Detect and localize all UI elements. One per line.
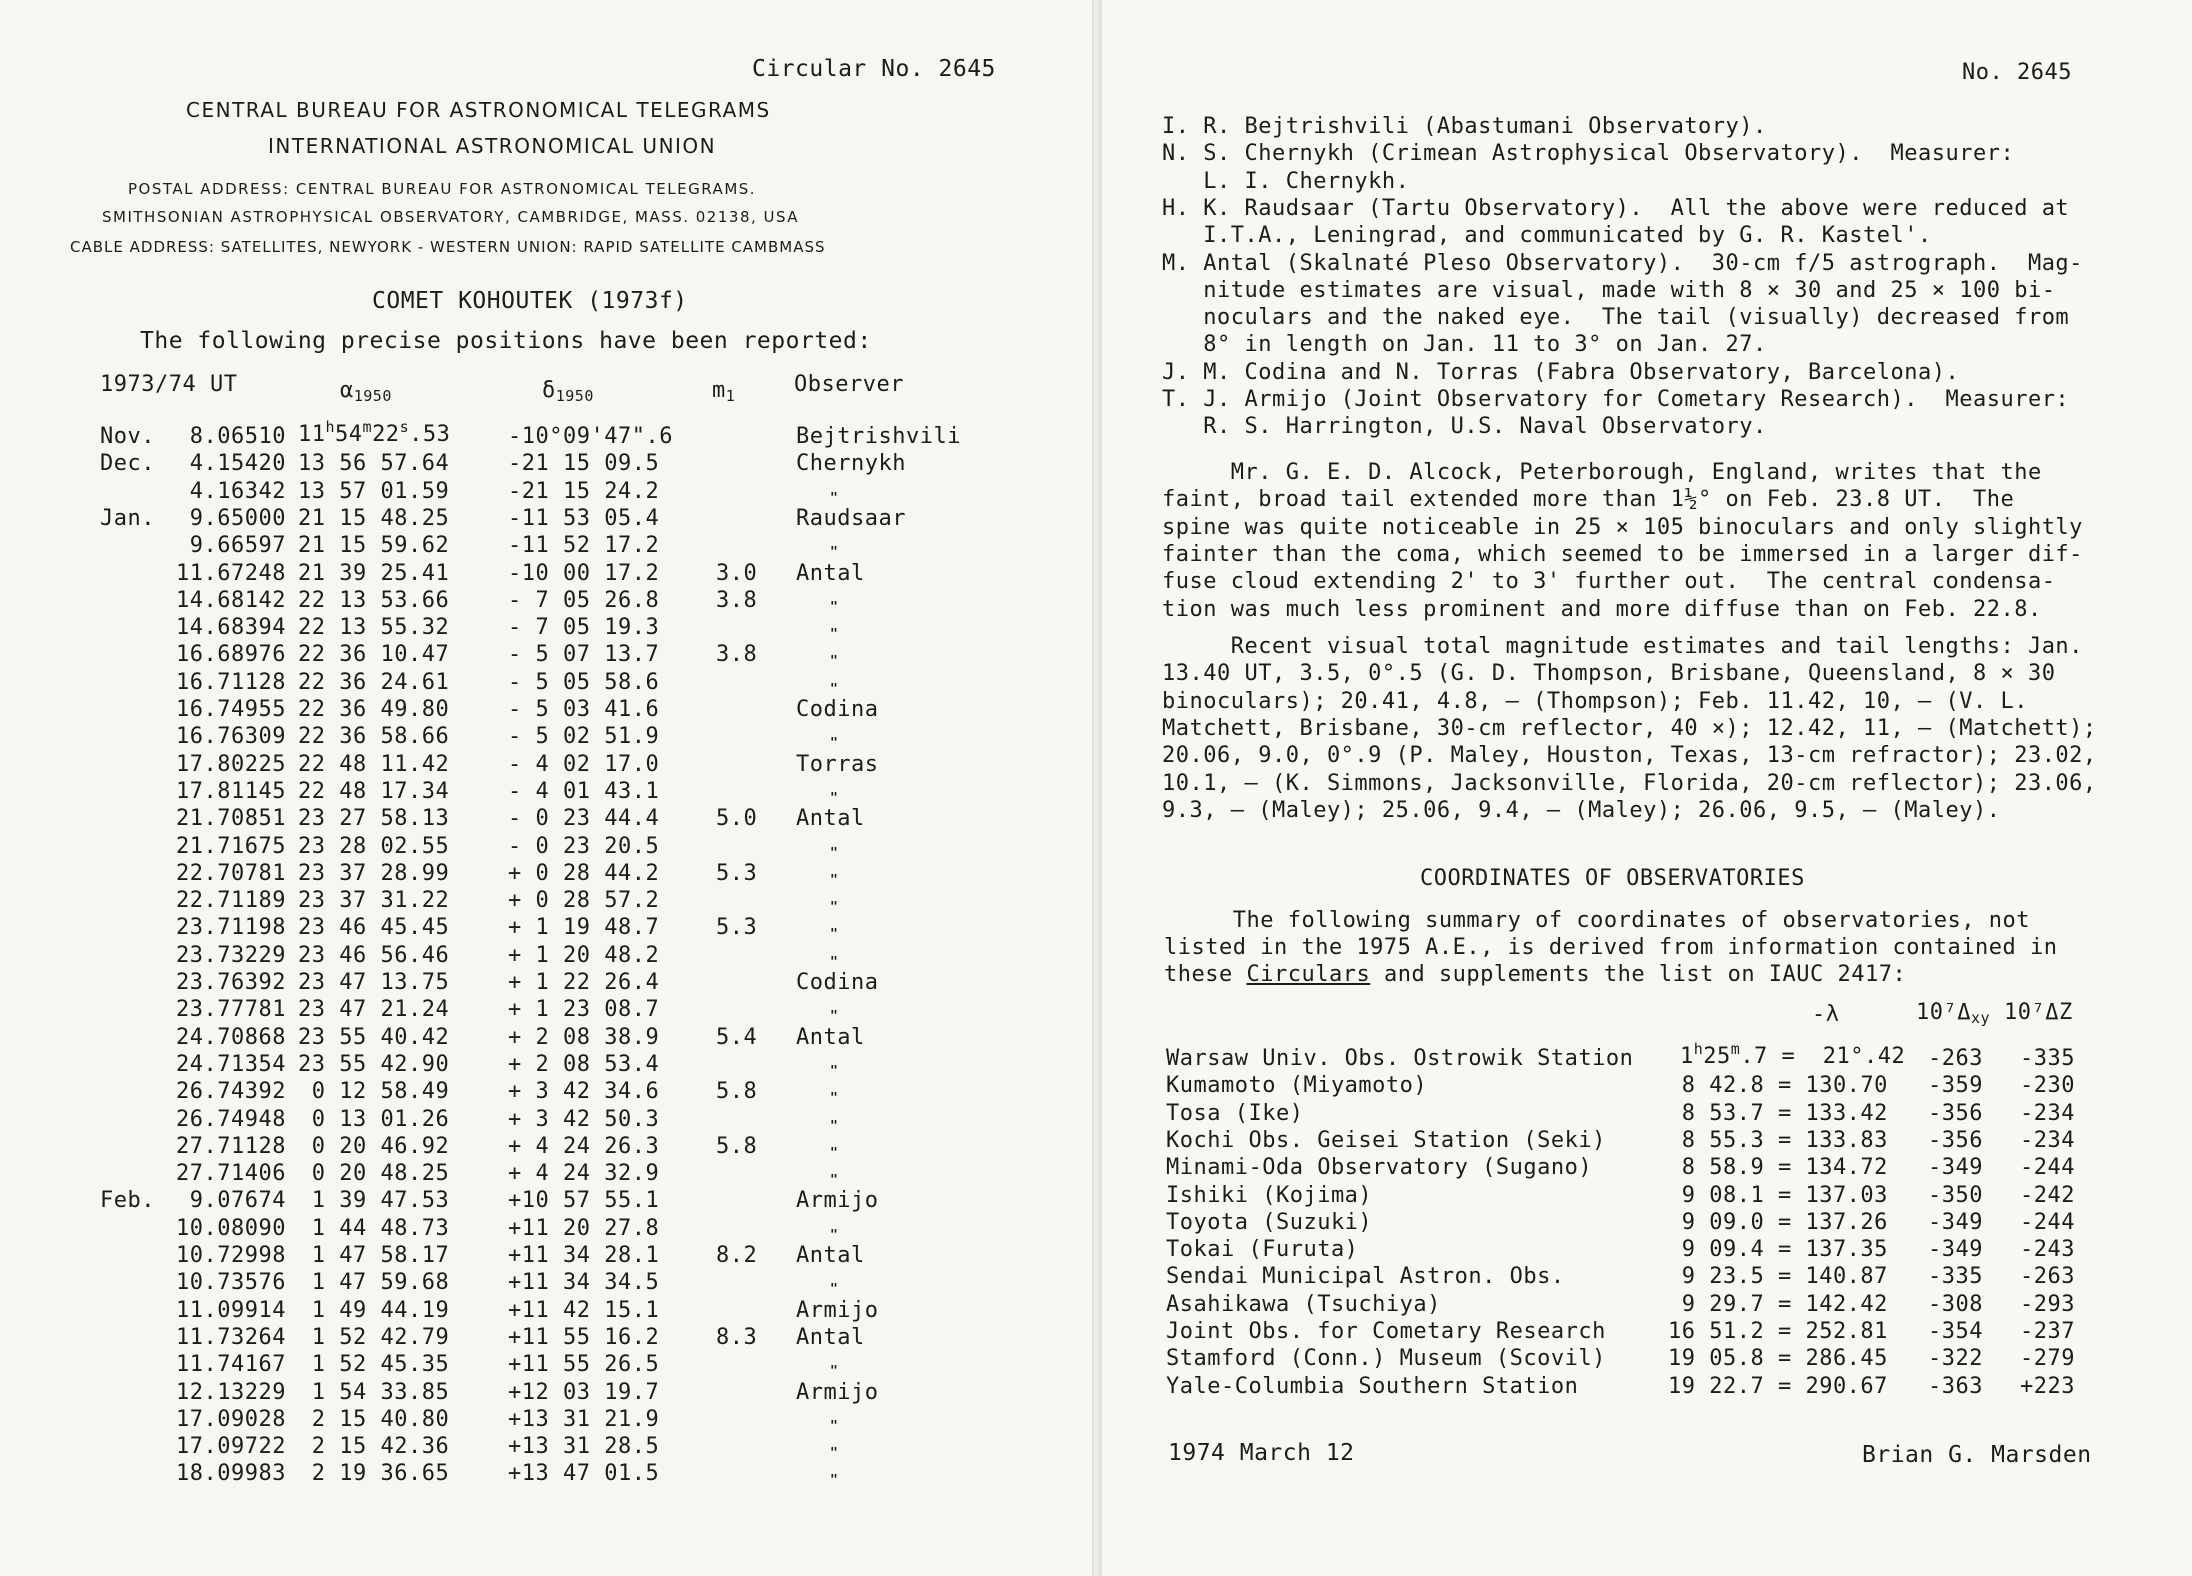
header-alpha: $\alpha_{1950}$ [340,378,392,405]
observatory-dxy: -363 [1928,1374,1983,1399]
row-dec: +11 42 15.1 [508,1298,660,1323]
first-dec: -10°09'47".6 [508,424,673,449]
observatory-dz: -234 [2020,1101,2075,1126]
row-observer-ditto: " [830,600,838,615]
observatory-name: Tokai (Furuta) [1166,1237,1359,1262]
bureau-name: CENTRAL BUREAU FOR ASTRONOMICAL TELEGRAMS [186,98,771,122]
observer-note-line: M. Antal (Skalnaté Pleso Observatory). 30-cm f/5 astrograph. Mag- [1162,251,2083,276]
row-dec: + 1 23 08.7 [508,997,660,1022]
row-observer-ditto: " [830,900,838,915]
row-date: 16.71128 [176,670,286,695]
row-date: 11.67248 [176,561,286,586]
row-mag: 5.3 [716,861,758,886]
row-dec: + 0 28 57.2 [508,888,660,913]
row-ra: 23 37 31.22 [298,888,450,913]
page-number: No. 2645 [1962,60,2072,85]
alcock-line: fainter than the coma, which seemed to be immersed in a larger dif- [1162,542,2083,567]
comet-title: COMET KOHOUTEK (1973f) [372,288,688,314]
row-date: 21.70851 [176,806,286,831]
row-observer: Armijo [796,1298,879,1323]
observatory-longitude: 8 58.9 = 134.72 [1668,1155,1888,1180]
row-dec: +13 31 21.9 [508,1407,660,1432]
row-observer-ditto: " [830,491,838,506]
observatory-dz: -263 [2020,1264,2075,1289]
row-mag: 3.8 [716,642,758,667]
observatory-name: Stamford (Conn.) Museum (Scovil) [1166,1346,1606,1371]
row-ra: 22 13 55.32 [298,615,450,640]
observatory-dxy: -356 [1928,1101,1983,1126]
row-date: 17.81145 [176,779,286,804]
row-date: 17.80225 [176,752,286,777]
observatory-name: Yale-Columbia Southern Station [1166,1374,1579,1399]
row-date: 23.76392 [176,970,286,995]
row-date: 27.71128 [176,1134,286,1159]
observatory-longitude: 8 53.7 = 133.42 [1668,1101,1888,1126]
row-observer: Antal [796,1243,865,1268]
observatory-dz: -244 [2020,1155,2075,1180]
row-date: 10.08090 [176,1216,286,1241]
row-dec: + 1 19 48.7 [508,915,660,940]
recent-line: Recent visual total magnitude estimates and tail lengths: Jan. [1162,634,2083,659]
row-date: 16.76309 [176,724,286,749]
observer-note-line: R. S. Harrington, U.S. Naval Observatory. [1162,414,1767,439]
row-ra: 1 47 59.68 [298,1270,450,1295]
row-date: 17.09722 [176,1434,286,1459]
row-month: Nov. [100,424,155,449]
row-ra: 1 54 33.85 [298,1380,450,1405]
row-date: 9.66597 [189,533,286,558]
summary-line-3: these Circulars and supplements the list on IAUC 2417: [1164,962,1907,987]
observer-note-line: 8° in length on Jan. 11 to 3° on Jan. 27. [1162,332,1767,357]
observatory-dxy: -349 [1928,1237,1983,1262]
row-ra: 23 55 42.90 [298,1052,450,1077]
observatory-dz: -279 [2020,1346,2075,1371]
row-ra: 0 20 48.25 [298,1161,450,1186]
row-observer-ditto: " [830,955,838,970]
row-observer: Armijo [796,1188,879,1213]
observatory-name: Ishiki (Kojima) [1166,1183,1373,1208]
row-dec: +12 03 19.7 [508,1380,660,1405]
row-observer-ditto: " [830,1446,838,1461]
row-observer: Codina [796,697,879,722]
header-delta: $\delta_{1950}$ [542,378,594,405]
row-ra: 23 28 02.55 [298,834,450,859]
row-date: 24.70868 [176,1025,286,1050]
summary-line-2: listed in the 1975 A.E., is derived from information contained in [1164,935,2058,960]
cable-address: CABLE ADDRESS: SATELLITES, NEWYORK - WESTERN UNION: RAPID SATELLITE CAMBMASS [70,238,826,256]
row-dec: - 5 07 13.7 [508,642,660,667]
row-ra: 1 39 47.53 [298,1188,450,1213]
row-ra: 2 19 36.65 [298,1461,450,1486]
recent-line: 13.40 UT, 3.5, 0°.5 (G. D. Thompson, Brisbane, Queensland, 8 × 30 [1162,661,2056,686]
observer-note-line: J. M. Codina and N. Torras (Fabra Observatory, Barcelona). [1162,360,1960,385]
row-date: 23.77781 [176,997,286,1022]
signature: Brian G. Marsden [1862,1442,2092,1468]
row-date: 18.09983 [176,1461,286,1486]
row-mag: 8.3 [716,1325,758,1350]
row-ra: 21 39 25.41 [298,561,450,586]
observer-note-line: noculars and the naked eye. The tail (visually) decreased from [1162,305,2070,330]
observatory-dz: -242 [2020,1183,2075,1208]
row-ra: 1 52 42.79 [298,1325,450,1350]
row-dec: - 0 23 44.4 [508,806,660,831]
row-dec: - 5 03 41.6 [508,697,660,722]
row-observer-ditto: " [830,1473,838,1488]
observatory-longitude: 16 51.2 = 252.81 [1668,1319,1888,1344]
row-date: 11.73264 [176,1325,286,1350]
observatory-longitude: 9 09.0 = 137.26 [1668,1210,1888,1235]
header-lambda: -λ [1812,1002,1840,1027]
row-dec: - 7 05 19.3 [508,615,660,640]
observatory-name: Sendai Municipal Astron. Obs. [1166,1264,1565,1289]
row-dec: - 5 02 51.9 [508,724,660,749]
row-observer-ditto: " [830,791,838,806]
row-ra: 21 15 48.25 [298,506,450,531]
row-dec: -21 15 09.5 [508,451,660,476]
row-observer-ditto: " [830,1228,838,1243]
row-ra: 1 44 48.73 [298,1216,450,1241]
observatory-name: Joint Obs. for Cometary Research [1166,1319,1606,1344]
row-date: 4.16342 [189,479,286,504]
observatory-name: Minami-Oda Observatory (Sugano) [1166,1155,1593,1180]
row-date: 22.71189 [176,888,286,913]
observer-note-line: N. S. Chernykh (Crimean Astrophysical Observatory). Measurer: [1162,141,2015,166]
row-dec: - 7 05 26.8 [508,588,660,613]
observatory-name: Tosa (Ike) [1166,1101,1304,1126]
row-observer-ditto: " [830,736,838,751]
row-observer-ditto: " [830,545,838,560]
row-month: Feb. [100,1188,155,1213]
header-dz: 10⁷ΔZ [2004,1000,2073,1025]
observatory-longitude: 9 29.7 = 142.42 [1668,1292,1888,1317]
alcock-line: tion was much less prominent and more diffuse than on Feb. 22.8. [1162,597,2042,622]
row-date: 26.74948 [176,1107,286,1132]
row-date: 11.09914 [176,1298,286,1323]
row-date: 16.68976 [176,642,286,667]
row-dec: -11 53 05.4 [508,506,660,531]
row-observer: Raudsaar [796,506,906,531]
observatory-dxy: -335 [1928,1264,1983,1289]
observer-note-line: L. I. Chernykh. [1162,169,1410,194]
observatory-dz: -234 [2020,1128,2075,1153]
row-observer: Antal [796,1325,865,1350]
row-observer: Armijo [796,1380,879,1405]
row-mag: 5.8 [716,1134,758,1159]
row-date: 9.07674 [189,1188,286,1213]
row-ra: 22 36 49.80 [298,697,450,722]
row-ra: 13 57 01.59 [298,479,450,504]
recent-line: Matchett, Brisbane, 30-cm reflector, 40 ×); 12.42, 11, — (Matchett); [1162,716,2097,741]
row-date: 26.74392 [176,1079,286,1104]
observer-note-line: T. J. Armijo (Joint Observatory for Cometary Research). Measurer: [1162,387,2070,412]
row-ra: 1 49 44.19 [298,1298,450,1323]
row-dec: + 1 22 26.4 [508,970,660,995]
observatory-dz: -293 [2020,1292,2075,1317]
observer-note-line: I.T.A., Leningrad, and communicated by G. R. Kastel'. [1162,223,1932,248]
row-observer-ditto: " [830,627,838,642]
observatory-longitude: 19 22.7 = 290.67 [1668,1374,1888,1399]
row-observer-ditto: " [830,1119,838,1134]
row-ra: 23 27 58.13 [298,806,450,831]
circulars-reference: Circulars [1246,962,1371,987]
observatory-dxy: -349 [1928,1210,1983,1235]
observatory-dxy: -354 [1928,1319,1983,1344]
row-observer: Antal [796,1025,865,1050]
coordinates-title: COORDINATES OF OBSERVATORIES [1420,866,1805,891]
observatory-name: Kochi Obs. Geisei Station (Seki) [1166,1128,1606,1153]
circular-number: Circular No. 2645 [752,56,996,82]
observatory-name: Kumamoto (Miyamoto) [1166,1073,1428,1098]
row-observer: Antal [796,561,865,586]
row-dec: -21 15 24.2 [508,479,660,504]
row-date: 22.70781 [176,861,286,886]
observatory-dxy: -322 [1928,1346,1983,1371]
row-date: 17.09028 [176,1407,286,1432]
row-date: 23.73229 [176,943,286,968]
row-dec: + 2 08 53.4 [508,1052,660,1077]
alcock-line: fuse cloud extending 2' to 3' further out. The central condensa- [1162,569,2056,594]
row-date: 16.74955 [176,697,286,722]
row-dec: +11 20 27.8 [508,1216,660,1241]
observatory-dxy: -349 [1928,1155,1983,1180]
row-ra: 22 36 58.66 [298,724,450,749]
observatory-dz: -230 [2020,1073,2075,1098]
observatory-name: Asahikawa (Tsuchiya) [1166,1292,1441,1317]
row-dec: +11 34 28.1 [508,1243,660,1268]
observatory-dz: -335 [2020,1046,2075,1071]
first-longitude: $1^h25^m.7 = 21^\circ.42$ [1680,1040,1906,1069]
row-observer: Torras [796,752,879,777]
circular-date: 1974 March 12 [1168,1440,1355,1466]
row-mag: 8.2 [716,1243,758,1268]
row-mag: 5.0 [716,806,758,831]
row-ra: 23 47 13.75 [298,970,450,995]
row-observer-ditto: " [830,654,838,669]
row-ra: 23 47 21.24 [298,997,450,1022]
row-observer: Bejtrishvili [796,424,961,449]
row-ra: 0 12 58.49 [298,1079,450,1104]
row-dec: +13 31 28.5 [508,1434,660,1459]
row-ra: 1 47 58.17 [298,1243,450,1268]
row-observer-ditto: " [830,1282,838,1297]
row-observer-ditto: " [830,1419,838,1434]
observatory-dz: -237 [2020,1319,2075,1344]
observer-note-line: H. K. Raudsaar (Tartu Observatory). All the above were reduced at [1162,196,2070,221]
row-date: 4.15420 [189,451,286,476]
row-mag: 5.3 [716,915,758,940]
row-dec: + 3 42 34.6 [508,1079,660,1104]
union-name: INTERNATIONAL ASTRONOMICAL UNION [268,134,717,158]
row-observer-ditto: " [830,1091,838,1106]
summary-line-1: The following summary of coordinates of observatories, not [1164,908,2030,933]
recent-line: 20.06, 9.0, 0°.9 (P. Maley, Houston, Texas, 13-cm refractor); 23.02, [1162,743,2097,768]
row-observer-ditto: " [830,846,838,861]
row-date: 24.71354 [176,1052,286,1077]
row-observer-ditto: " [830,1064,838,1079]
row-date: 27.71406 [176,1161,286,1186]
row-ra: 21 15 59.62 [298,533,450,558]
row-observer: Codina [796,970,879,995]
row-dec: +11 55 16.2 [508,1325,660,1350]
row-date: 10.72998 [176,1243,286,1268]
observatory-name: Toyota (Suzuki) [1166,1210,1373,1235]
row-ra: 23 55 40.42 [298,1025,450,1050]
observatory-longitude: 9 09.4 = 137.35 [1668,1237,1888,1262]
row-date: 12.13229 [176,1380,286,1405]
recent-line: binoculars); 20.41, 4.8, — (Thompson); Feb. 11.42, 10, — (V. L. [1162,689,2028,714]
row-dec: +13 47 01.5 [508,1461,660,1486]
row-ra: 2 15 40.80 [298,1407,450,1432]
header-observer: Observer [794,372,904,397]
observatory-dxy: -308 [1928,1292,1983,1317]
row-dec: +11 55 26.5 [508,1352,660,1377]
row-ra: 22 36 10.47 [298,642,450,667]
row-ra: 23 46 56.46 [298,943,450,968]
row-dec: +11 34 34.5 [508,1270,660,1295]
postal-address-2: SMITHSONIAN ASTROPHYSICAL OBSERVATORY, CAMBRIDGE, MASS. 02138, USA [102,208,800,226]
row-date: 23.71198 [176,915,286,940]
row-ra: 13 56 57.64 [298,451,450,476]
observatory-longitude: 9 08.1 = 137.03 [1668,1183,1888,1208]
right-page [1102,0,2192,1576]
row-date: 9.65000 [189,506,286,531]
row-dec: + 3 42 50.3 [508,1107,660,1132]
row-observer: Antal [796,806,865,831]
row-ra: 1 52 45.35 [298,1352,450,1377]
row-ra: 22 48 11.42 [298,752,450,777]
observatory-dxy: -350 [1928,1183,1983,1208]
observatory-longitude: 19 05.8 = 286.45 [1668,1346,1888,1371]
row-dec: + 4 24 26.3 [508,1134,660,1159]
observer-note-line: nitude estimates are visual, made with 8 × 30 and 25 × 100 bi- [1162,278,2056,303]
alcock-line: Mr. G. E. D. Alcock, Peterborough, England, writes that the [1162,460,2042,485]
row-observer-ditto: " [830,1009,838,1024]
row-date: 14.68394 [176,615,286,640]
row-ra: 22 36 24.61 [298,670,450,695]
row-mag: 3.0 [716,561,758,586]
row-observer-ditto: " [830,1146,838,1161]
row-ra: 23 46 45.45 [298,915,450,940]
alcock-line: faint, broad tail extended more than 1½° on Feb. 23.8 UT. The [1162,487,2015,512]
row-date: 10.73576 [176,1270,286,1295]
row-mag: 5.8 [716,1079,758,1104]
row-mag: 5.4 [716,1025,758,1050]
row-dec: - 5 05 58.6 [508,670,660,695]
row-dec: + 2 08 38.9 [508,1025,660,1050]
row-month: Jan. [100,506,155,531]
header-date: 1973/74 UT [100,372,238,397]
observatory-longitude: 8 55.3 = 133.83 [1668,1128,1888,1153]
row-observer-ditto: " [830,682,838,697]
row-date: 21.71675 [176,834,286,859]
observatory-dxy: -263 [1928,1046,1983,1071]
left-page [0,0,1092,1576]
observatory-dz: -243 [2020,1237,2075,1262]
row-observer-ditto: " [830,873,838,888]
row-ra: 0 13 01.26 [298,1107,450,1132]
observatory-dz: -244 [2020,1210,2075,1235]
alcock-line: spine was quite noticeable in 25 × 105 binoculars and only slightly [1162,515,2083,540]
row-observer-ditto: " [830,1173,838,1188]
recent-line: 10.1, — (K. Simmons, Jacksonville, Florida, 20-cm reflector); 23.06, [1162,771,2097,796]
row-date: 11.74167 [176,1352,286,1377]
row-dec: - 4 02 17.0 [508,752,660,777]
row-dec: - 4 01 43.1 [508,779,660,804]
observatory-dxy: -359 [1928,1073,1983,1098]
observatory-longitude: 9 23.5 = 140.87 [1668,1264,1888,1289]
postal-address-1: POSTAL ADDRESS: CENTRAL BUREAU FOR ASTRONOMICAL TELEGRAMS. [128,180,757,198]
row-observer-ditto: " [830,1364,838,1379]
first-ra: 11$^h$54$^m$22$^s$.53 [298,418,451,447]
observatory-longitude: 8 42.8 = 130.70 [1668,1073,1888,1098]
row-dec: + 4 24 32.9 [508,1161,660,1186]
row-ra: 2 15 42.36 [298,1434,450,1459]
row-month: Dec. [100,451,155,476]
row-ra: 0 20 46.92 [298,1134,450,1159]
row-dec: -11 52 17.2 [508,533,660,558]
row-dec: - 0 23 20.5 [508,834,660,859]
observatory-dxy: -356 [1928,1128,1983,1153]
row-dec: -10 00 17.2 [508,561,660,586]
row-ra: 22 48 17.34 [298,779,450,804]
row-observer: Chernykh [796,451,906,476]
row-ra: 22 13 53.66 [298,588,450,613]
row-date: 8.06510 [189,424,286,449]
header-mag: $m_1$ [712,378,736,405]
recent-line: 9.3, — (Maley); 25.06, 9.4, — (Maley); 26.06, 9.5, — (Maley). [1162,798,2001,823]
intro-text: The following precise positions have been reported: [140,328,872,354]
row-dec: +10 57 55.1 [508,1188,660,1213]
row-mag: 3.8 [716,588,758,613]
row-dec: + 0 28 44.2 [508,861,660,886]
page-gutter [1092,0,1102,1576]
row-ra: 23 37 28.99 [298,861,450,886]
observatory-name: Warsaw Univ. Obs. Ostrowik Station [1166,1046,1634,1071]
row-observer-ditto: " [830,927,838,942]
observer-note-line: I. R. Bejtrishvili (Abastumani Observatory). [1162,114,1767,139]
header-dxy: $10^7\Delta_{xy}$ [1916,1000,1991,1027]
row-dec: + 1 20 48.2 [508,943,660,968]
observatory-dz: +223 [2020,1374,2075,1399]
row-date: 14.68142 [176,588,286,613]
